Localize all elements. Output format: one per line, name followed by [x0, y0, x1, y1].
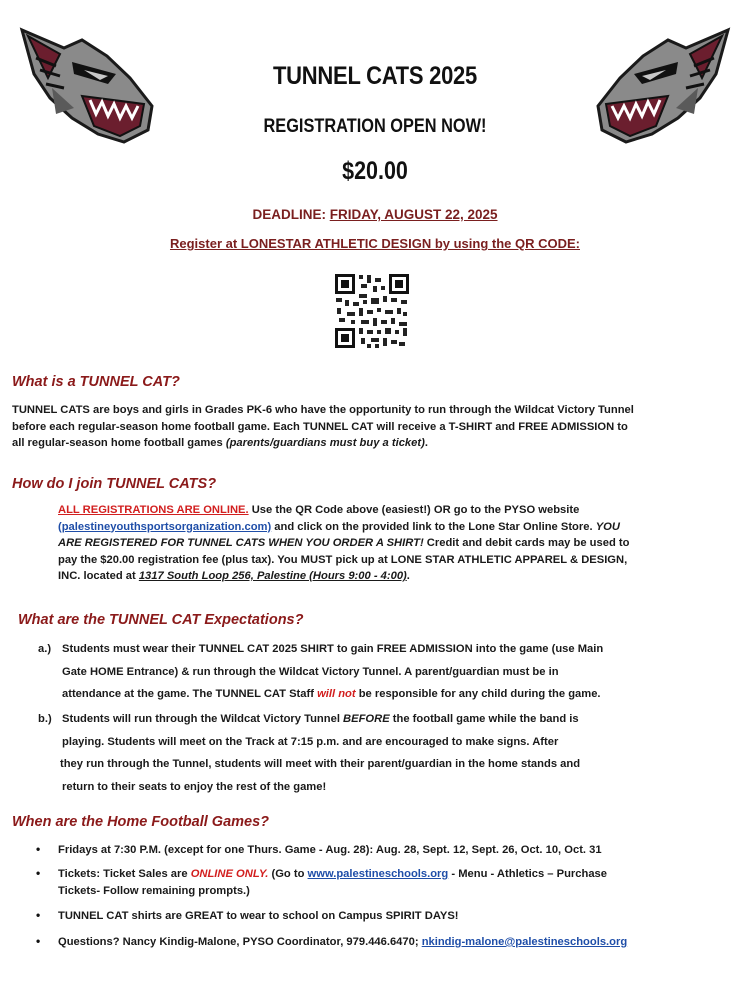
home-games-heading: When are the Home Football Games?	[12, 814, 270, 830]
registration-open-heading: REGISTRATION OPEN NOW!	[263, 116, 487, 137]
expectations-heading: What are the TUNNEL CAT Expectations?	[18, 612, 304, 628]
join-line-5-end: .	[406, 570, 410, 582]
expectation-a-line-1: Students must wear their TUNNEL CAT 2025 SHIRT to gain FREE ADMISSION into the game (use Main	[62, 643, 604, 655]
expectation-b	[62, 708, 742, 798]
expectation-b-line-1-end: the football game while the band is	[389, 713, 579, 725]
store-address: 1317 South Loop 256, Palestine (Hours 9:00 - 4:00)	[138, 570, 407, 582]
join-line-1-text: Use the QR Code above (easiest!) OR go to the PYSO website	[248, 504, 580, 516]
join-line-3	[58, 535, 738, 552]
join-line-3-emphasis: ARE REGISTERED FOR TUNNEL CATS WHEN YOU ORDER A SHIRT!	[58, 537, 424, 549]
what-line-2: before each regular-season home football game. Each TUNNEL CAT will receive a T-SHIRT and FREE ADMISSION to	[12, 420, 628, 433]
register-instructions: Register at LONESTAR ATHLETIC DESIGN by using the QR CODE:	[169, 236, 580, 251]
how-to-join-heading: How do I join TUNNEL CATS?	[12, 476, 217, 492]
what-line-1: TUNNEL CATS are boys and girls in Grades PK-6 who have the opportunity to run through the Wildcat Victory Tunnel	[12, 404, 634, 416]
deadline-line	[0, 207, 750, 222]
pyso-website-link[interactable]: (palestineyouthsportsorganization.com)	[58, 520, 272, 533]
tickets-text: Tickets: Ticket Sales are	[58, 868, 191, 880]
expectation-b-line-2: playing. Students will meet on the Track at 7:15 p.m. and are encouraged to make signs. After	[62, 735, 559, 748]
expectation-a-line-3-text: attendance at the game. The TUNNEL CAT Staff	[62, 688, 318, 700]
join-line-2	[58, 519, 738, 536]
bullet-icon: •	[36, 866, 41, 880]
flyer-title: TUNNEL CATS 2025	[272, 62, 478, 90]
questions-item	[58, 934, 748, 951]
expectation-b-line-1	[62, 708, 742, 731]
deadline-date: FRIDAY, AUGUST 22, 2025	[329, 207, 498, 222]
what-is-tunnel-cat-heading: What is a TUNNEL CAT?	[12, 374, 180, 390]
tickets-line-1	[58, 866, 738, 883]
before-emphasis: BEFORE	[343, 713, 390, 725]
how-to-join-body	[58, 502, 738, 585]
what-is-tunnel-cat-body	[12, 402, 742, 452]
bullet-icon: •	[36, 842, 41, 856]
questions-text: Questions? Nancy Kindig-Malone, PYSO Coordinator, 979.446.6470;	[58, 936, 422, 948]
online-only-emphasis: ONLINE ONLY.	[190, 868, 269, 880]
tickets-item	[58, 866, 738, 899]
expectation-a-label: a.)	[38, 643, 52, 655]
join-line-5-text: INC. located at	[58, 570, 139, 582]
bullet-icon: •	[36, 934, 41, 948]
join-line-5	[58, 568, 738, 585]
what-line-3-text: all regular-season home football games	[12, 437, 226, 449]
registrations-online-link[interactable]: ALL REGISTRATIONS ARE ONLINE.	[58, 504, 249, 516]
join-line-3-text: Credit and debit cards may be used to	[423, 537, 630, 549]
coordinator-email-link[interactable]: nkindig-malone@palestineschools.org	[421, 936, 628, 948]
qr-code-icon[interactable]	[333, 272, 411, 350]
join-line-4: pay the $20.00 registration fee (plus tax). You MUST pick up at LONE STAR ATHLETIC APPAREL & DESIGN,	[58, 553, 628, 566]
expectation-a	[62, 638, 742, 706]
tickets-goto-text: (Go to	[268, 868, 308, 880]
expectation-a-line-3	[62, 683, 742, 706]
join-line-2-emphasis: YOU	[595, 520, 620, 533]
what-line-3	[12, 435, 742, 452]
expectation-b-line-4: return to their seats to enjoy the rest of the game!	[62, 780, 327, 793]
tickets-line-2: Tickets- Follow remaining prompts.)	[58, 884, 250, 897]
palestineschools-link[interactable]: www.palestineschools.org	[307, 868, 449, 880]
expectation-a-line-2: Gate HOME Entrance) & run through the Wildcat Victory Tunnel. A parent/guardian must be in	[62, 665, 559, 678]
expectation-b-line-3: they run through the Tunnel, students will meet with their parent/guardian in the home stands and	[60, 758, 581, 770]
deadline-label: DEADLINE:	[252, 207, 330, 222]
what-line-3-end: .	[424, 437, 428, 449]
expectation-a-line-3-end: be responsible for any child during the game.	[355, 688, 601, 700]
tickets-menu-text: - Menu - Athletics – Purchase	[448, 868, 607, 880]
expectation-b-line-1-text: Students will run through the Wildcat Victory Tunnel	[62, 713, 344, 725]
will-not-emphasis: will not	[317, 688, 356, 700]
join-line-2-text: and click on the provided link to the Lone Star Online Store.	[271, 520, 596, 533]
join-line-1	[58, 502, 738, 519]
registration-price: $20.00	[342, 157, 408, 185]
spirit-days-item: TUNNEL CAT shirts are GREAT to wear to school on Campus SPIRIT DAYS!	[58, 910, 459, 922]
games-schedule-item: Fridays at 7:30 P.M. (except for one Thurs. Game - Aug. 28): Aug. 28, Sept. 12, Sept. 26, Oct. 10, Oct. 31	[58, 844, 602, 856]
bullet-icon: •	[36, 908, 41, 922]
parents-ticket-note: (parents/guardians must buy a ticket)	[225, 437, 425, 449]
expectation-b-label: b.)	[38, 713, 52, 725]
